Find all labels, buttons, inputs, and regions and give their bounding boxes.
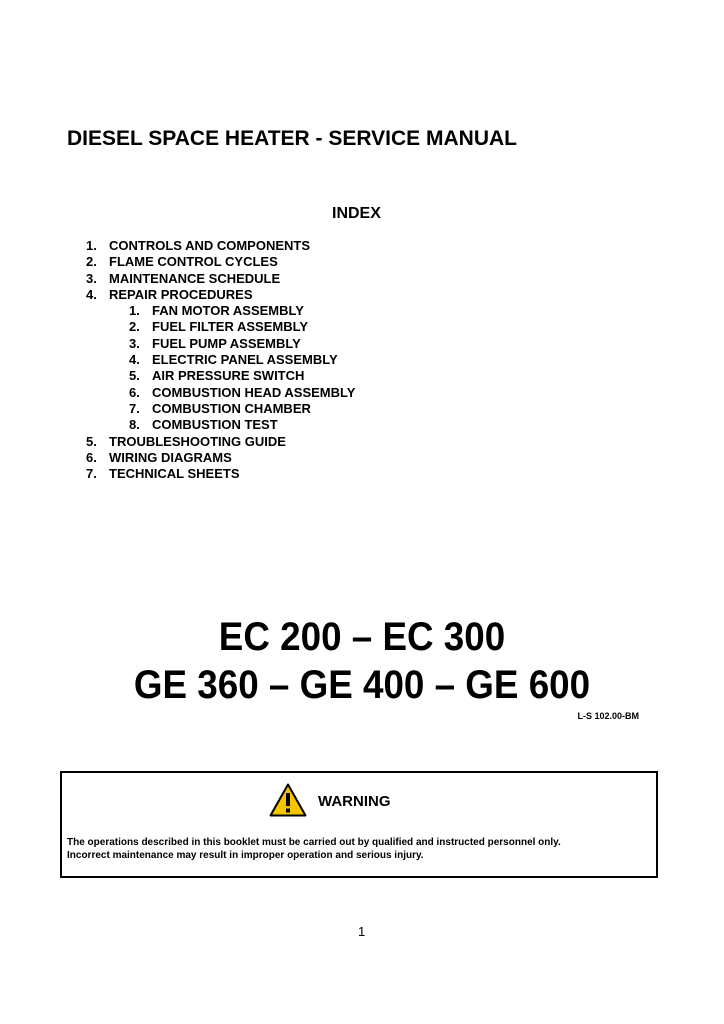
- toc-item-label: REPAIR PROCEDURES: [109, 286, 253, 302]
- warning-text-line-2: Incorrect maintenance may result in improper operation and serious injury.: [67, 850, 424, 861]
- toc-item-label: TROUBLESHOOTING GUIDE: [109, 433, 286, 449]
- toc-subitem: [129, 401, 355, 417]
- toc-item-number: 3.: [86, 270, 97, 286]
- model-line-1: EC 200 – EC 300: [218, 615, 506, 659]
- model-line-2: GE 360 – GE 400 – GE 600: [133, 663, 591, 707]
- toc-item-number: 5.: [86, 433, 97, 449]
- toc-item-label: TECHNICAL SHEETS: [109, 466, 240, 482]
- table-of-contents: [86, 238, 355, 482]
- warning-text-line-1: The operations described in this booklet must be carried out by qualified and instructed personnel only.: [67, 837, 561, 848]
- toc-item: [86, 271, 355, 287]
- toc-sublist: [86, 303, 355, 433]
- toc-item-number: 6.: [86, 449, 97, 465]
- toc-item-number: 7.: [86, 466, 97, 482]
- toc-subitem-number: 4.: [129, 352, 140, 368]
- toc-subitem-number: 1.: [129, 303, 140, 319]
- warning-text: [67, 836, 652, 862]
- warning-title: WARNING: [318, 793, 391, 810]
- toc-subitem-number: 5.: [129, 368, 140, 384]
- toc-subitem-number: 2.: [129, 319, 140, 335]
- toc-subitem: [129, 385, 355, 401]
- toc-subitem: [129, 319, 355, 335]
- document-code: L-S 102.00-BM: [577, 711, 639, 721]
- toc-item: [86, 466, 355, 482]
- toc-subitem-label: ELECTRIC PANEL ASSEMBLY: [152, 352, 338, 368]
- toc-subitem-number: 8.: [129, 417, 140, 433]
- toc-item: [86, 254, 355, 270]
- toc-subitem-number: 6.: [129, 384, 140, 400]
- toc-item-number: 1.: [86, 238, 97, 253]
- document-title: DIESEL SPACE HEATER - SERVICE MANUAL: [67, 127, 518, 150]
- toc-item-label: CONTROLS AND COMPONENTS: [109, 238, 311, 253]
- toc-subitem-label: COMBUSTION CHAMBER: [152, 400, 311, 416]
- toc-item: [86, 434, 355, 450]
- toc-subitem: [129, 303, 355, 319]
- warning-box: [60, 771, 658, 878]
- toc-item: [86, 450, 355, 466]
- toc-subitem-number: 3.: [129, 335, 140, 351]
- toc-item-label: MAINTENANCE SCHEDULE: [109, 270, 281, 286]
- toc-subitem-label: FAN MOTOR ASSEMBLY: [152, 303, 304, 319]
- toc-subitem: [129, 336, 355, 352]
- toc-subitem-label: COMBUSTION TEST: [152, 417, 278, 433]
- toc-subitem-label: FUEL PUMP ASSEMBLY: [152, 335, 301, 351]
- toc-item-label: WIRING DIAGRAMS: [109, 449, 232, 465]
- toc-subitem-label: FUEL FILTER ASSEMBLY: [152, 319, 309, 335]
- page-number: 1: [358, 924, 366, 939]
- toc-item-label: FLAME CONTROL CYCLES: [109, 254, 278, 270]
- toc-subitem-label: AIR PRESSURE SWITCH: [152, 368, 305, 384]
- warning-triangle-icon: [269, 783, 307, 817]
- toc-item-number: 4.: [86, 286, 97, 302]
- toc-item-number: 2.: [86, 254, 97, 270]
- index-heading: INDEX: [332, 205, 381, 222]
- toc-item: [86, 287, 355, 434]
- toc-subitem-number: 7.: [129, 400, 140, 416]
- toc-subitem: [129, 368, 355, 384]
- toc-subitem: [129, 352, 355, 368]
- toc-item: [86, 238, 355, 254]
- toc-subitem: [129, 417, 355, 433]
- toc-subitem-label: COMBUSTION HEAD ASSEMBLY: [152, 384, 356, 400]
